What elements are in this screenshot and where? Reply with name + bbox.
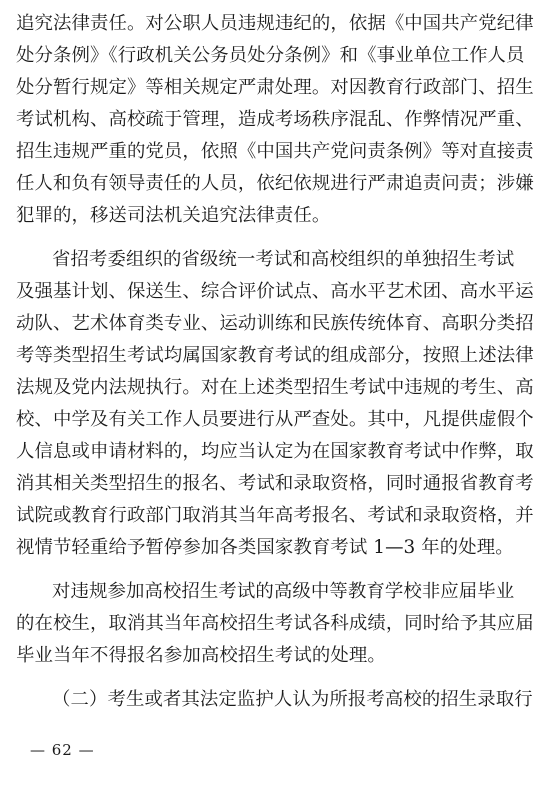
text-line: 追究法律责任。对公职人员违规违纪的，依据《中国共产党纪律: [16, 13, 534, 34]
text-line: 招生违规严重的党员，依照《中国共产党问责条例》等对直接责: [16, 141, 534, 162]
text-line: 视情节轻重给予暂停参加各类国家教育考试 1—3 年的处理。: [16, 537, 514, 558]
text-line: 处分条例》《行政机关公务员处分条例》和《事业单位工作人员: [16, 45, 525, 66]
text-line: 消其相关类型招生的报名、考试和录取资格，同时通报省教育考: [16, 473, 534, 494]
text-line: 动队、艺术体育类专业、运动训练和民族传统体育、高职分类招: [16, 313, 534, 334]
section-heading-line: （二）考生或者其法定监护人认为所报考高校的招生录取行: [52, 689, 533, 710]
text-line: 毕业当年不得报名参加高校招生考试的处理。: [16, 645, 386, 666]
paragraph-start-line: 省招考委组织的省级统一考试和高校组织的单独招生考试: [52, 249, 515, 270]
text-line: 处分暂行规定》等相关规定严肃处理。对因教育行政部门、招生: [16, 77, 534, 98]
text-line: 试院或教育行政部门取消其当年高考报名、考试和录取资格，并: [16, 505, 534, 526]
text-line: 法规及党内法规执行。对在上述类型招生考试中违规的考生、高: [16, 377, 534, 398]
text-line: 任人和负有领导责任的人员，依纪依规进行严肃追责问责；涉嫌: [16, 173, 534, 194]
text-line: 人信息或申请材料的，均应当认定为在国家教育考试中作弊，取: [16, 441, 534, 462]
text-line: 的在校生，取消其当年高校招生考试各科成绩，同时给予其应届: [16, 613, 534, 634]
text-line: 犯罪的，移送司法机关追究法律责任。: [16, 205, 331, 226]
page-number: — 62 —: [30, 741, 95, 759]
paragraph-start-line: 对违规参加高校招生考试的高级中等教育学校非应届毕业: [52, 581, 515, 602]
text-line: 及强基计划、保送生、综合评价试点、高水平艺术团、高水平运: [16, 281, 534, 302]
text-line: 考试机构、高校疏于管理，造成考场秩序混乱、作弊情况严重、: [16, 109, 534, 130]
text-line: 考等类型招生考试均属国家教育考试的组成部分，按照上述法律: [16, 345, 534, 366]
text-line: 校、中学及有关工作人员要进行从严查处。其中，凡提供虚假个: [16, 409, 534, 430]
